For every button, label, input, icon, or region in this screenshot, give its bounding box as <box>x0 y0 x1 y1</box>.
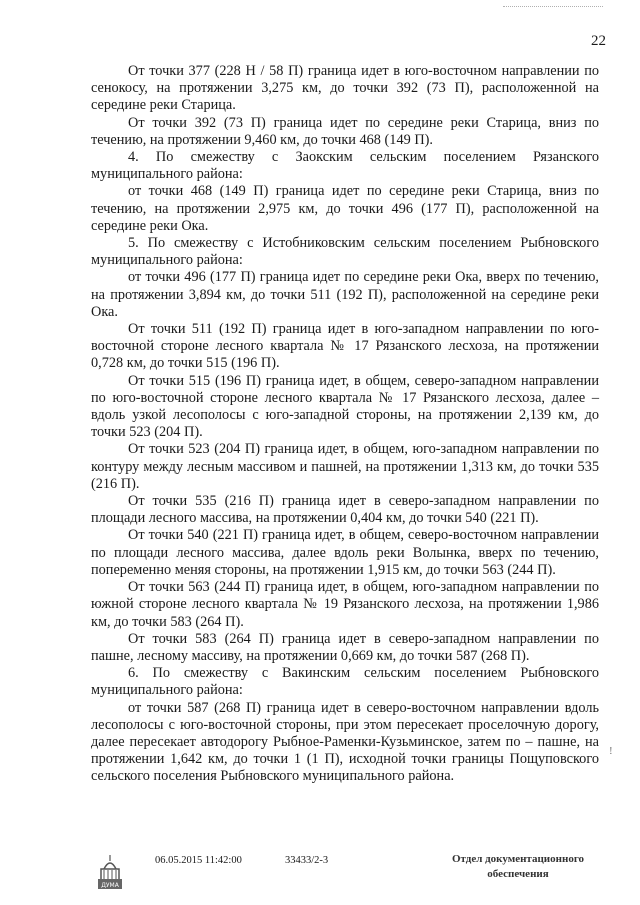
paragraph: От точки 563 (244 П) граница идет, в общем, юго-западном направлении по южной стороне лесного квартала № 19 Рязанского лесхоза, на протяжении 1,986 км, до точки 583 (264 П). <box>91 579 599 630</box>
print-datetime: 06.05.2015 11:42:00 <box>155 855 242 866</box>
document-code: 33433/2-3 <box>285 855 329 866</box>
document-body <box>91 63 599 786</box>
logo-text: ДУМА <box>101 882 119 889</box>
page-number: 22 <box>591 33 606 49</box>
margin-mark: ! <box>609 745 613 757</box>
paragraph: От точки 392 (73 П) граница идет по середине реки Старица, вниз по течению, на протяжении 9,460 км, до точки 468 (149 П). <box>91 114 599 148</box>
department-stamp: Отдел документационного обеспечения <box>451 853 585 880</box>
paragraph: От точки 511 (192 П) граница идет в юго-западном направлении по юго-восточной стороне лесного квартала № 17 Рязанского лесхоза, на протяжении 0,728 км, до точки 515 (196 П). <box>91 321 599 372</box>
paragraph: От точки 583 (264 П) граница идет в северо-западном направлении по пашне, лесному массиву, на протяжении 0,669 км, до точки 587 (268 П). <box>91 630 599 664</box>
section-heading: 5. По смежеству с Истобниковским сельским поселением Рыбновского муниципального района: <box>91 235 599 269</box>
section-heading: 6. По смежеству с Вакинским сельским поселением Рыбновского муниципального района: <box>91 665 599 699</box>
paragraph: от точки 587 (268 П) граница идет в северо-восточном направлении вдоль лесополосы с юго-восточной стороны, при этом пересекает проселочную дорогу, далее пересекает автодорогу Рыбное-Раменки-Кузьминское, затем по – пашне, на протяжении 1,642 км, до точки 1 (1 П), исходной точки границы Пощуповского сельского поселения Рыбновского муниципального района. <box>91 699 599 785</box>
paragraph: от точки 496 (177 П) граница идет по середине реки Ока, вверх по течению, на протяжении 3,894 км, до точки 511 (192 П), расположенной на середине реки Ока. <box>91 269 599 320</box>
paragraph: От точки 515 (196 П) граница идет, в общем, северо-западном направлении по юго-восточной стороне лесного квартала № 17 Рязанского лесхоза, далее – вдоль узкой лесополосы с юго-западной стороны, на протяжении 2,139 км, до точки 523 (204 П). <box>91 372 599 441</box>
scan-edge-mark <box>503 6 603 9</box>
paragraph: От точки 540 (221 П) граница идет, в общем, северо-восточном направлении по площади лесного массива, далее вдоль реки Волынка, вверх по течению, попеременно меняя стороны, на протяжении 1,915 км, до точки 563 (244 П). <box>91 527 599 578</box>
paragraph: От точки 523 (204 П) граница идет, в общем, юго-западном направлении по контуру между лесным массивом и пашней, на протяжении 1,313 км, до точки 535 (216 П). <box>91 441 599 492</box>
duma-logo-icon <box>95 853 125 893</box>
paragraph: От точки 535 (216 П) граница идет в северо-западном направлении по площади лесного массива, на протяжении 0,404 км, до точки 540 (221 П). <box>91 493 599 527</box>
paragraph: от точки 468 (149 П) граница идет по середине реки Старица, вниз по течению, на протяжении 2,975 км, до точки 496 (177 П), расположенной на середине реки Ока. <box>91 183 599 234</box>
page-footer <box>0 838 640 905</box>
paragraph: От точки 377 (228 Н / 58 П) граница идет в юго-восточном направлении по сенокосу, на протяжении 3,275 км, до точки 392 (73 П), расположенной на середине реки Старица. <box>91 63 599 114</box>
section-heading: 4. По смежеству с Заокским сельским поселением Рязанского муниципального района: <box>91 149 599 183</box>
